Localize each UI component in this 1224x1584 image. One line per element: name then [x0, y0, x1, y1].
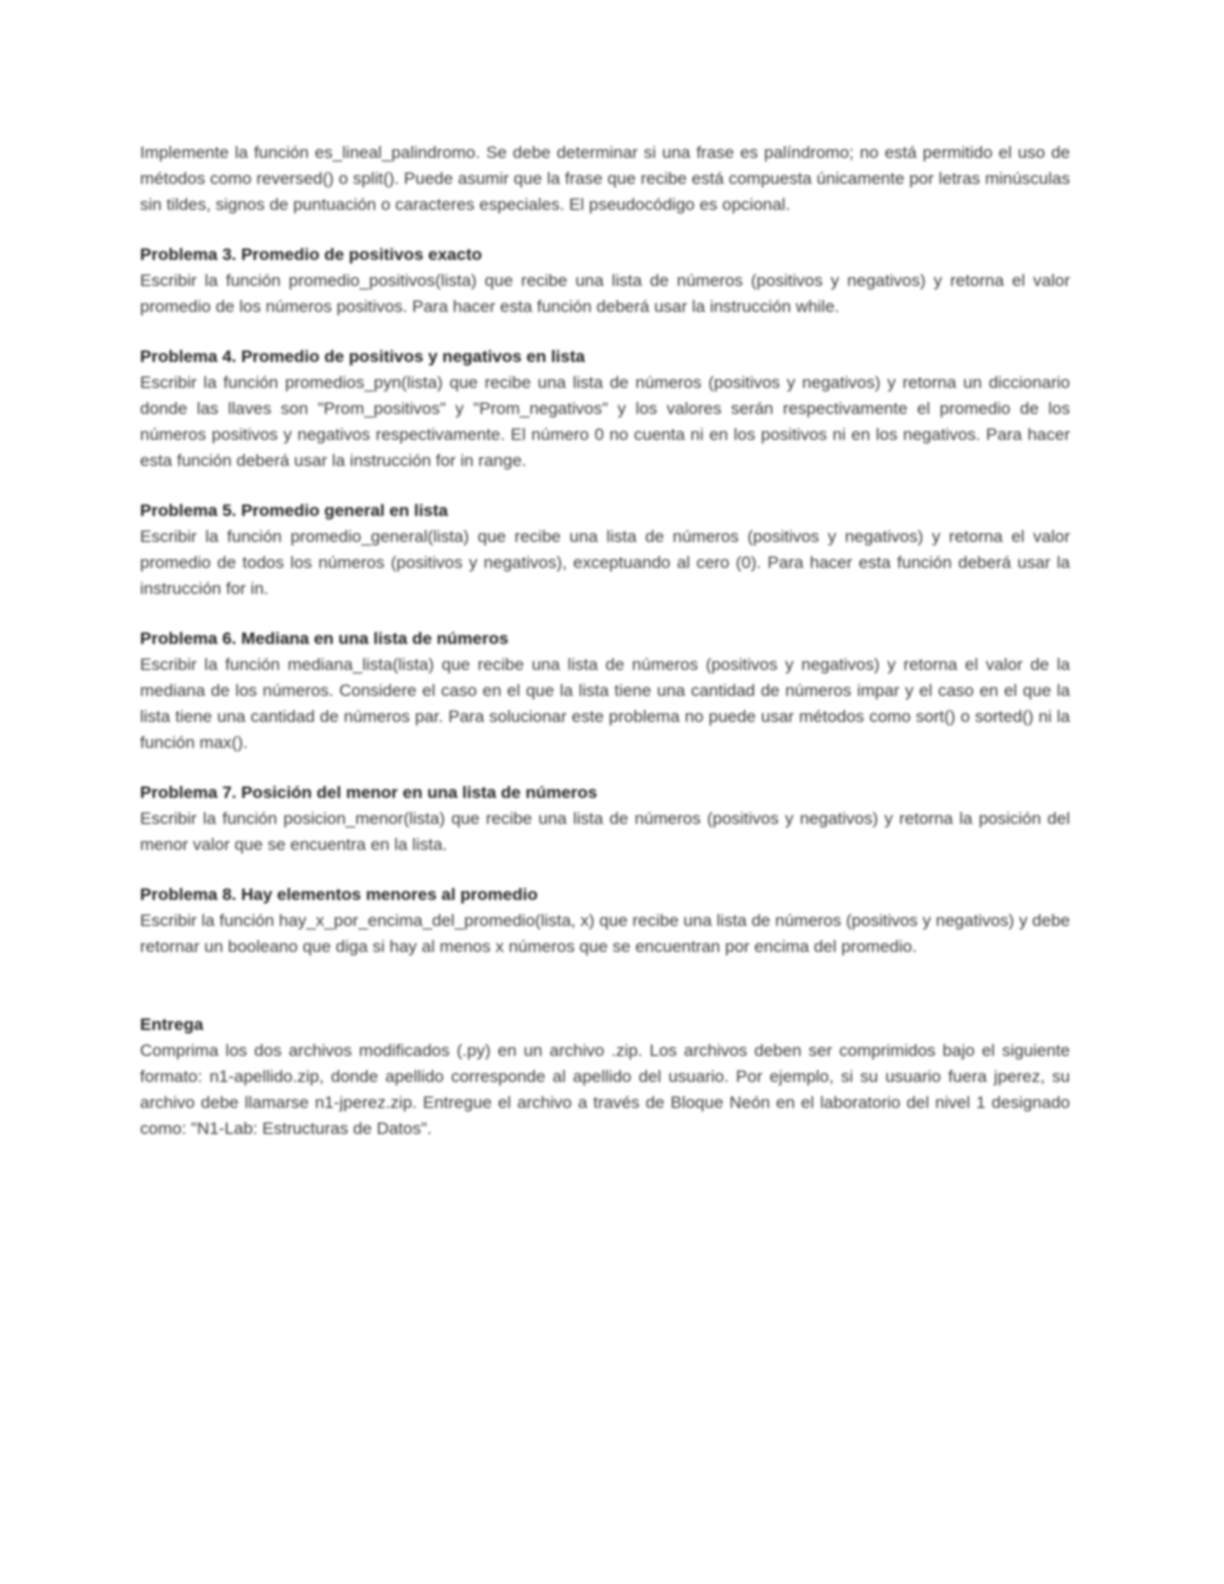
entrega-section: [140, 1012, 1070, 1142]
problem-6-title: Problema 6. Mediana en una lista de números: [140, 629, 509, 648]
problem-4-title: Problema 4. Promedio de positivos y negativos en lista: [140, 347, 585, 366]
problem-3-body: Escribir la función promedio_positivos(lista) que recibe una lista de números (positivos y negativos) y retorna el valor promedio de los números positivos. Para hacer esta función deberá usar la instrucción while.: [140, 271, 1070, 316]
problem-8-body: Escribir la función hay_x_por_encima_del_promedio(lista, x) que recibe una lista de números (positivos y negativos) y debe retornar un booleano que diga si hay al menos x números que se encuentran por encima del promedio.: [140, 911, 1070, 956]
problem-7-title: Problema 7. Posición del menor en una lista de números: [140, 783, 598, 802]
problem-6-section: [140, 626, 1070, 756]
problem-4-body: Escribir la función promedios_pyn(lista) que recibe una lista de números (positivos y negativos) y retorna un diccionario donde las llaves son "Prom_positivos" y "Prom_negativos" y los valores serán respectivamente el promedio de los números positivos y negativos respectivamente. El número 0 no cuenta ni en los positivos ni en los negativos. Para hacer esta función deberá usar la instrucción for in range.: [140, 373, 1070, 470]
document-page: [140, 140, 1070, 1142]
problem-3-section: [140, 242, 1070, 320]
problem-8-title: Problema 8. Hay elementos menores al promedio: [140, 885, 538, 904]
problem-7-section: [140, 780, 1070, 858]
problem-5-section: [140, 498, 1070, 602]
problem-6-body: Escribir la función mediana_lista(lista) que recibe una lista de números (positivos y negativos) y retorna el valor de la mediana de los números. Considere el caso en el que la lista tiene una cantidad de números impar y el caso en el que la lista tiene una cantidad de números par. Para solucionar este problema no puede usar métodos como sort() o sorted() ni la función max().: [140, 655, 1070, 752]
problem-8-section: [140, 882, 1070, 960]
problem-5-body: Escribir la función promedio_general(lista) que recibe una lista de números (positivos y negativos) y retorna el valor promedio de todos los números (positivos y negativos), exceptuando al cero (0). Para hacer esta función deberá usar la instrucción for in.: [140, 527, 1070, 598]
problem-7-body: Escribir la función posicion_menor(lista) que recibe una lista de números (positivos y negativos) y retorna la posición del menor valor que se encuentra en la lista.: [140, 809, 1070, 854]
problem-5-title: Problema 5. Promedio general en lista: [140, 501, 448, 520]
entrega-title: Entrega: [140, 1015, 204, 1034]
intro-paragraph: Implemente la función es_lineal_palindromo. Se debe determinar si una frase es palíndromo; no está permitido el uso de métodos como reversed() o split(). Puede asumir que la frase que recibe está compuesta únicamente por letras minúsculas sin tildes, signos de puntuación o caracteres especiales. El pseudocódigo es opcional.: [140, 143, 1070, 214]
problem-3-title: Problema 3. Promedio de positivos exacto: [140, 245, 482, 264]
entrega-body: Comprima los dos archivos modificados (.py) en un archivo .zip. Los archivos deben ser comprimidos bajo el siguiente formato: n1-apellido.zip, donde apellido corresponde al apellido del usuario. Por ejemplo, si su usuario fuera jperez, su archivo debe llamarse n1-jperez.zip. Entregue el archivo a través de Bloque Neón en el laboratorio del nivel 1 designado como: "N1-Lab: Estructuras de Datos".: [140, 1041, 1070, 1138]
problem-4-section: [140, 344, 1070, 474]
